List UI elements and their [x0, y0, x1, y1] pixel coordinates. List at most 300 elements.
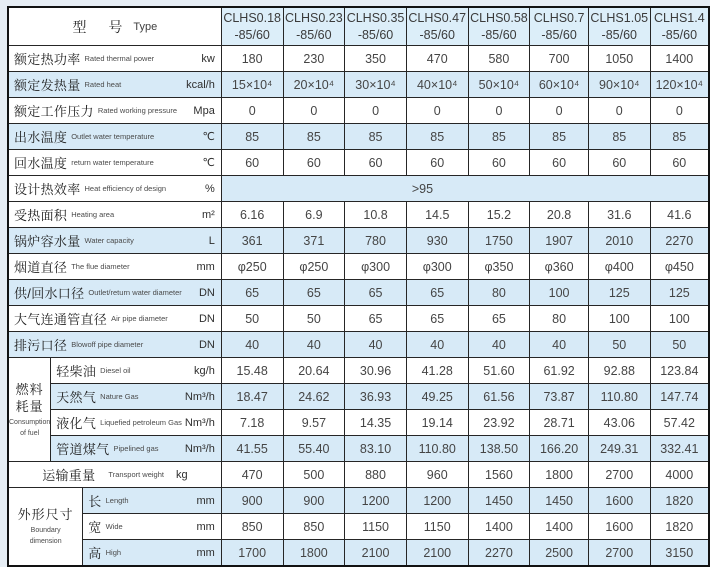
- row-label: [9, 228, 221, 253]
- data-cell: 23.92: [468, 410, 530, 436]
- row-label-cell: [8, 332, 221, 358]
- model-name: CLHS0.7: [533, 11, 585, 26]
- data-cell: 24.62: [283, 384, 345, 410]
- data-cell: φ250: [221, 254, 283, 280]
- table-row: [8, 228, 709, 254]
- row-unit: Nm³/h: [184, 416, 215, 429]
- data-cell: 30×10⁴: [345, 72, 407, 98]
- table-row: [8, 514, 709, 540]
- row-label-cell: [51, 358, 222, 384]
- row-label-cell: [8, 306, 221, 332]
- row-label-en: Outlet/return water diameter: [88, 288, 182, 297]
- row-label: [83, 488, 221, 513]
- data-cell: φ400: [588, 254, 650, 280]
- data-cell: 50: [221, 306, 283, 332]
- fuel-group-label: [8, 358, 51, 462]
- data-cell: 85: [221, 124, 283, 150]
- data-cell: 15×10⁴: [221, 72, 283, 98]
- data-cell: 249.31: [588, 436, 650, 462]
- group-label-en: [9, 526, 82, 547]
- row-unit: Mpa: [193, 104, 215, 117]
- data-cell: 138.50: [468, 436, 530, 462]
- row-label-zh: 宽: [88, 520, 102, 535]
- row-label-zh: 排污口径: [14, 338, 68, 353]
- data-cell: 36.93: [345, 384, 407, 410]
- group-label-en-line: of fuel: [20, 430, 40, 438]
- row-label-en: Heating area: [71, 210, 115, 219]
- group-label-en-line: Boundary: [30, 526, 61, 534]
- group-label-en-line: Consumption: [9, 418, 51, 426]
- data-cell: 90×10⁴: [588, 72, 650, 98]
- row-label: [83, 540, 221, 565]
- data-cell: 14.35: [345, 410, 407, 436]
- data-cell: 2270: [650, 228, 709, 254]
- row-label-cell: [8, 202, 221, 228]
- model-suffix: -85/60: [419, 27, 455, 42]
- table-row: [8, 202, 709, 228]
- row-label: [9, 332, 221, 357]
- row-label-zh: 锅炉容水量: [14, 234, 81, 249]
- data-cell: 9.57: [283, 410, 345, 436]
- data-cell: 60: [221, 150, 283, 176]
- model-header-cell: [283, 7, 345, 46]
- data-cell: 1400: [650, 46, 709, 72]
- row-label-zh: 管道煤气: [56, 442, 110, 457]
- data-cell: 51.60: [468, 358, 530, 384]
- data-cell: 960: [406, 462, 468, 488]
- model-label-en: Type: [133, 20, 158, 33]
- data-cell: 40×10⁴: [406, 72, 468, 98]
- data-cell: 110.80: [588, 384, 650, 410]
- row-label-zh: 烟道直径: [14, 260, 68, 275]
- data-cell: 30.96: [345, 358, 407, 384]
- data-cell: 1800: [530, 462, 589, 488]
- model-suffix: -85/60: [357, 27, 394, 42]
- data-cell: 371: [283, 228, 345, 254]
- data-cell: 14.5: [406, 202, 468, 228]
- data-cell: 332.41: [650, 436, 709, 462]
- row-label-en: The flue diameter: [71, 262, 130, 271]
- row-unit: ℃: [202, 157, 215, 169]
- row-label-cell: [8, 46, 221, 72]
- data-cell: 15.48: [221, 358, 283, 384]
- row-label: [9, 150, 221, 175]
- row-label-zh: 回水温度: [14, 156, 68, 171]
- data-cell: 1600: [588, 514, 650, 540]
- row-label-en: Rated working pressure: [97, 106, 178, 115]
- row-label-en: Transport weight: [108, 470, 164, 479]
- data-cell: 1560: [468, 462, 530, 488]
- data-cell: 40: [468, 332, 530, 358]
- table-header-row: [8, 7, 709, 46]
- table-row: [8, 254, 709, 280]
- data-cell: 110.80: [406, 436, 468, 462]
- row-label-cell: [51, 410, 222, 436]
- group-label-zh: [9, 381, 50, 416]
- row-unit: kcal/h: [186, 78, 215, 91]
- row-label-cell: [8, 254, 221, 280]
- row-label-cell: [8, 462, 221, 488]
- data-cell: 40: [530, 332, 589, 358]
- data-cell: 0: [588, 98, 650, 124]
- row-label-en: Rated heat: [84, 80, 122, 89]
- data-cell: 1150: [406, 514, 468, 540]
- data-cell: 1750: [468, 228, 530, 254]
- row-unit: mm: [196, 494, 215, 507]
- row-label: [83, 514, 221, 539]
- data-cell: 1800: [283, 540, 345, 567]
- data-cell: 2100: [406, 540, 468, 567]
- data-cell: 1200: [345, 488, 407, 514]
- data-cell: 850: [221, 514, 283, 540]
- group-label-zh-line: 耗量: [15, 399, 44, 415]
- data-cell: 0: [650, 98, 709, 124]
- group-label-zh-line: 外形尺寸: [17, 507, 74, 523]
- row-label-cell: [8, 176, 221, 202]
- data-cell: φ250: [283, 254, 345, 280]
- data-cell: 41.6: [650, 202, 709, 228]
- table-row: [8, 540, 709, 567]
- data-cell: 60: [530, 150, 589, 176]
- data-cell: 50: [588, 332, 650, 358]
- data-cell: 85: [283, 124, 345, 150]
- row-label-en: Heat efficiency of design: [84, 184, 167, 193]
- table-row: [8, 306, 709, 332]
- group-label-zh: [9, 506, 82, 524]
- model-suffix: -85/60: [234, 27, 270, 42]
- data-cell: 85: [345, 124, 407, 150]
- data-cell: 40: [283, 332, 345, 358]
- row-label-zh: 液化气: [56, 416, 97, 431]
- row-label-en: Wide: [105, 522, 123, 531]
- row-label: [9, 176, 221, 201]
- model-header-cell: [468, 7, 530, 46]
- data-cell: φ360: [530, 254, 589, 280]
- data-cell: 61.56: [468, 384, 530, 410]
- efficiency-value-cell: >95: [221, 176, 709, 202]
- data-cell: 180: [221, 46, 283, 72]
- data-cell: 50: [650, 332, 709, 358]
- row-unit: DN: [198, 312, 215, 325]
- row-label-en: Water capacity: [84, 236, 134, 245]
- table-title: [9, 8, 221, 45]
- row-label-zh: 出水温度: [14, 130, 68, 145]
- data-cell: 60: [650, 150, 709, 176]
- model-name: CLHS0.58: [470, 11, 528, 26]
- data-cell: 100: [530, 280, 589, 306]
- table-row: [8, 46, 709, 72]
- row-label-en: return water temperature: [71, 158, 154, 167]
- row-unit: %: [205, 182, 215, 195]
- data-cell: 4000: [650, 462, 709, 488]
- data-cell: 92.88: [588, 358, 650, 384]
- model-header-cell: [221, 7, 283, 46]
- data-cell: 61.92: [530, 358, 589, 384]
- data-cell: 10.8: [345, 202, 407, 228]
- row-label-en: Diesel oil: [100, 366, 131, 375]
- row-label: [9, 124, 221, 149]
- data-cell: φ300: [345, 254, 407, 280]
- data-cell: 20×10⁴: [283, 72, 345, 98]
- row-label: [9, 46, 221, 71]
- row-label-cell: [83, 488, 222, 514]
- row-label-en: Outlet water temperature: [71, 132, 155, 141]
- data-cell: 0: [345, 98, 407, 124]
- row-label-cell: [51, 436, 222, 462]
- data-cell: 3150: [650, 540, 709, 567]
- data-cell: 125: [650, 280, 709, 306]
- data-cell: 2100: [345, 540, 407, 567]
- row-unit: Nm³/h: [184, 390, 215, 403]
- data-cell: 85: [588, 124, 650, 150]
- row-unit: mm: [196, 260, 215, 273]
- data-cell: 60: [588, 150, 650, 176]
- data-cell: 100: [650, 306, 709, 332]
- row-label: [9, 280, 221, 305]
- data-cell: 20.8: [530, 202, 589, 228]
- data-cell: 50: [283, 306, 345, 332]
- row-label-zh: 额定工作压力: [14, 104, 94, 119]
- data-cell: 470: [221, 462, 283, 488]
- data-cell: 41.28: [406, 358, 468, 384]
- table-row: [8, 410, 709, 436]
- row-label-cell: [8, 150, 221, 176]
- row-unit: kw: [201, 52, 215, 65]
- table-row: [8, 488, 709, 514]
- model-name: CLHS0.18: [223, 11, 282, 26]
- table-row: [8, 124, 709, 150]
- data-cell: 57.42: [650, 410, 709, 436]
- row-unit: ℃: [202, 131, 215, 143]
- row-label-en: Rated thermal power: [84, 54, 155, 63]
- data-cell: 85: [468, 124, 530, 150]
- data-cell: 65: [468, 306, 530, 332]
- table-row: [8, 98, 709, 124]
- table-row: [8, 280, 709, 306]
- data-cell: 15.2: [468, 202, 530, 228]
- model-name: CLHS0.35: [346, 11, 405, 26]
- row-label-zh: 运输重量: [42, 468, 96, 483]
- model-suffix: -85/60: [601, 27, 637, 42]
- data-cell: 1150: [345, 514, 407, 540]
- data-cell: 470: [406, 46, 468, 72]
- data-cell: 1400: [468, 514, 530, 540]
- data-cell: 2700: [588, 540, 650, 567]
- model-header-cell: [588, 7, 650, 46]
- table-row: [8, 150, 709, 176]
- row-label-en: Liquefied petroleum Gas: [100, 418, 182, 427]
- model-header-cell: [530, 7, 589, 46]
- model-suffix: -85/60: [541, 27, 577, 42]
- row-label-cell: [8, 280, 221, 306]
- data-cell: 1820: [650, 488, 709, 514]
- data-cell: 580: [468, 46, 530, 72]
- data-cell: 40: [221, 332, 283, 358]
- group-label-zh-line: 燃料: [15, 381, 44, 397]
- row-label: [9, 462, 221, 487]
- data-cell: 65: [406, 280, 468, 306]
- data-cell: φ300: [406, 254, 468, 280]
- data-cell: 7.18: [221, 410, 283, 436]
- data-cell: 0: [468, 98, 530, 124]
- data-cell: 930: [406, 228, 468, 254]
- model-name: CLHS1.4: [653, 11, 705, 26]
- table-row: [8, 384, 709, 410]
- spec-sheet: [7, 6, 710, 567]
- table-row: [8, 358, 709, 384]
- data-cell: 900: [283, 488, 345, 514]
- row-unit: Nm³/h: [184, 442, 215, 455]
- data-cell: 19.14: [406, 410, 468, 436]
- row-label-en: Blowoff pipe diameter: [71, 340, 144, 349]
- row-label-zh: 大气连通管直径: [14, 312, 108, 327]
- row-label-en: High: [105, 548, 122, 557]
- data-cell: 85: [406, 124, 468, 150]
- table-row: [8, 436, 709, 462]
- row-unit: L: [208, 234, 215, 247]
- model-suffix: -85/60: [296, 27, 332, 42]
- data-cell: 230: [283, 46, 345, 72]
- model-suffix: -85/60: [661, 27, 698, 42]
- row-label-en: Nature Gas: [100, 392, 139, 401]
- row-label-zh: 设计热效率: [14, 182, 81, 197]
- row-unit: DN: [198, 338, 215, 351]
- data-cell: 80: [530, 306, 589, 332]
- data-cell: 2500: [530, 540, 589, 567]
- row-label: [51, 410, 221, 435]
- data-cell: 350: [345, 46, 407, 72]
- data-cell: 60: [406, 150, 468, 176]
- data-cell: 166.20: [530, 436, 589, 462]
- data-cell: 120×10⁴: [650, 72, 709, 98]
- table-row: [8, 72, 709, 98]
- data-cell: 0: [283, 98, 345, 124]
- data-cell: 43.06: [588, 410, 650, 436]
- row-label: [51, 358, 221, 383]
- data-cell: 147.74: [650, 384, 709, 410]
- row-label-cell: [51, 384, 222, 410]
- data-cell: 65: [406, 306, 468, 332]
- data-cell: 780: [345, 228, 407, 254]
- row-label-zh: 长: [88, 494, 102, 509]
- row-unit: mm: [196, 546, 215, 559]
- data-cell: 55.40: [283, 436, 345, 462]
- row-label: [51, 384, 221, 409]
- data-cell: 18.47: [221, 384, 283, 410]
- table-row: [8, 332, 709, 358]
- row-label: [9, 202, 221, 227]
- row-label-cell: [8, 124, 221, 150]
- data-cell: 850: [283, 514, 345, 540]
- model-suffix: -85/60: [481, 27, 517, 42]
- data-cell: 40: [345, 332, 407, 358]
- row-label-en: Air pipe diameter: [111, 314, 168, 323]
- data-cell: 83.10: [345, 436, 407, 462]
- row-unit: mm: [196, 520, 215, 533]
- data-cell: 6.9: [283, 202, 345, 228]
- data-cell: 1450: [468, 488, 530, 514]
- data-cell: φ350: [468, 254, 530, 280]
- data-cell: 80: [468, 280, 530, 306]
- model-name: CLHS0.23: [285, 11, 343, 26]
- data-cell: 0: [406, 98, 468, 124]
- data-cell: 1820: [650, 514, 709, 540]
- data-cell: 1700: [221, 540, 283, 567]
- data-cell: 500: [283, 462, 345, 488]
- data-cell: 123.84: [650, 358, 709, 384]
- row-label-zh: 高: [88, 546, 102, 561]
- data-cell: 50×10⁴: [468, 72, 530, 98]
- group-label-en: [9, 418, 50, 439]
- data-cell: 28.71: [530, 410, 589, 436]
- model-label-zh: 型 号: [72, 18, 132, 35]
- table-title-cell: [8, 7, 221, 46]
- row-unit: kg/h: [194, 364, 215, 377]
- table-row: [8, 462, 709, 488]
- data-cell: 1200: [406, 488, 468, 514]
- data-cell: 85: [530, 124, 589, 150]
- data-cell: φ450: [650, 254, 709, 280]
- row-label-en: Pipelined gas: [113, 444, 159, 453]
- row-label-cell: [83, 514, 222, 540]
- row-label-cell: [8, 228, 221, 254]
- data-cell: 1050: [588, 46, 650, 72]
- data-cell: 60: [468, 150, 530, 176]
- table-row: [8, 176, 709, 202]
- data-cell: 65: [345, 280, 407, 306]
- row-label-cell: [8, 98, 221, 124]
- data-cell: 2700: [588, 462, 650, 488]
- row-unit: m²: [202, 208, 215, 221]
- row-label: [9, 254, 221, 279]
- data-cell: 40: [406, 332, 468, 358]
- data-cell: 60: [283, 150, 345, 176]
- data-cell: 0: [221, 98, 283, 124]
- model-header-cell: [345, 7, 407, 46]
- dimension-group-label: [8, 488, 83, 567]
- data-cell: 60: [345, 150, 407, 176]
- row-label-zh: 额定发热量: [14, 78, 81, 93]
- data-cell: 700: [530, 46, 589, 72]
- data-cell: 73.87: [530, 384, 589, 410]
- data-cell: 2270: [468, 540, 530, 567]
- row-label-zh: 天然气: [56, 390, 97, 405]
- row-label: [51, 436, 221, 461]
- boiler-spec-table: [7, 6, 710, 567]
- row-unit: DN: [198, 286, 215, 299]
- data-cell: 2010: [588, 228, 650, 254]
- data-cell: 49.25: [406, 384, 468, 410]
- row-label-en: Length: [105, 496, 129, 505]
- row-label-zh: 额定热功率: [14, 52, 81, 67]
- row-label: [9, 306, 221, 331]
- data-cell: 361: [221, 228, 283, 254]
- data-cell: 1600: [588, 488, 650, 514]
- data-cell: 1907: [530, 228, 589, 254]
- row-label-cell: [8, 72, 221, 98]
- data-cell: 65: [283, 280, 345, 306]
- row-label-zh: 受热面积: [14, 208, 68, 223]
- data-cell: 31.6: [588, 202, 650, 228]
- data-cell: 1450: [530, 488, 589, 514]
- data-cell: 100: [588, 306, 650, 332]
- row-label: [9, 98, 221, 123]
- data-cell: 20.64: [283, 358, 345, 384]
- data-cell: 1400: [530, 514, 589, 540]
- row-label: [9, 72, 221, 97]
- model-name: CLHS1.05: [590, 11, 649, 26]
- model-header-cell: [650, 7, 709, 46]
